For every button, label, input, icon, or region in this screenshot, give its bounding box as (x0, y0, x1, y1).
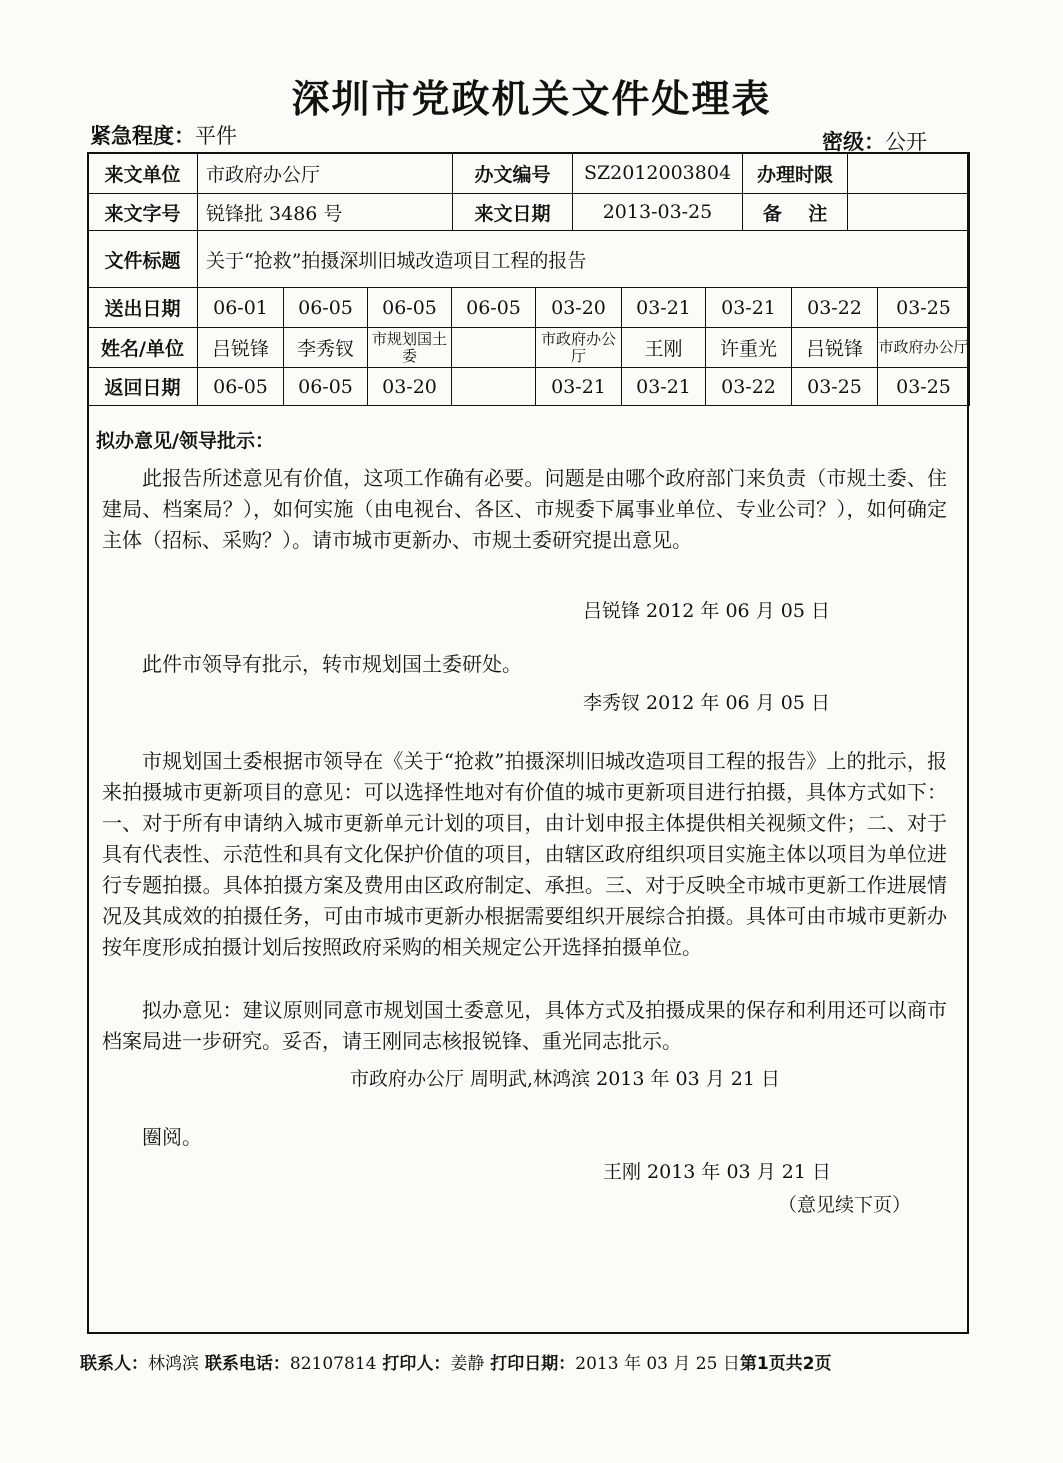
urgency-label: 紧急程度： (90, 124, 195, 148)
return-date-cell: 06-05 (284, 368, 368, 406)
page-middle: 页共 (768, 1354, 803, 1374)
name-unit-cell: 市政府办公厅 (536, 328, 622, 368)
return-date-cell: 03-21 (622, 368, 706, 406)
send-date-cell: 03-22 (792, 288, 878, 328)
urgency-value: 平件 (195, 124, 237, 148)
opinion-paragraph-5: 圈阅。 (142, 1125, 202, 1149)
remark-value (848, 194, 970, 231)
signature-2: 李秀钗 2012 年 06 月 05 日 (583, 692, 830, 714)
secrecy-value: 公开 (885, 130, 927, 154)
deadline-label: 办理时限 (743, 153, 848, 194)
send-date-cell: 03-20 (536, 288, 622, 328)
signature-4: 王刚 2013 年 03 月 21 日 (603, 1161, 831, 1183)
page-number: 1 (756, 1354, 769, 1374)
page-suffix: 页 (814, 1354, 832, 1374)
send-date-cell: 03-25 (878, 288, 970, 328)
return-date-cell: 03-25 (878, 368, 970, 406)
contact-value: 林鸿滨 (148, 1354, 199, 1374)
name-unit-cell: 市政府办公厅 (878, 328, 970, 368)
urgency-level (90, 120, 237, 150)
printer-value: 姜静 (450, 1354, 485, 1374)
return-date-label: 返回日期 (88, 368, 198, 406)
opinion-paragraph-3: 市规划国土委根据市领导在《关于“抢救”拍摄深圳旧城改造项目工程的报告》上的批示，报来拍摄城市更新项目的意见：可以选择性地对有价值的城市更新项目进行拍摄，具体方式如下：一、对于所有申请纳入城市更新单元计划的项目，由计划申报主体提供相关视频文件；二、对于具有代表性、示范性和具有文化保护价值的项目，由辖区政府组织项目实施主体以项目为单位进行专题拍摄。具体拍摄方案及费用由区政府制定、承担。三、对于反映全市城市更新工作进展情况及其成效的拍摄任务，可由市城市更新办根据需要组织开展综合拍摄。具体可由市城市更新办按年度形成拍摄计划后按照政府采购的相关规定公开选择拍摄单位。 (102, 749, 947, 959)
page-total: 2 (802, 1354, 815, 1374)
docno-label: 办文编号 (453, 153, 573, 194)
return-date-cell: 03-21 (536, 368, 622, 406)
continued-note: （意见续下页） (778, 1194, 912, 1216)
ref-value: 锐锋批 3486 号 (198, 194, 453, 231)
name-unit-cell: 吕锐锋 (792, 328, 878, 368)
sender-label: 来文单位 (88, 153, 198, 194)
name-unit-cell: 王刚 (622, 328, 706, 368)
name-unit-label: 姓名/单位 (88, 328, 198, 368)
return-date-cell (452, 368, 536, 406)
document-title: 深圳市党政机关文件处理表 (291, 77, 772, 121)
info-table (87, 152, 970, 288)
date-value: 2013-03-25 (573, 194, 743, 231)
opinion-paragraph-1: 此报告所述意见有价值，这项工作确有必要。问题是由哪个政府部门来负责（市规土委、住建局、档案局？），如何实施（由电视台、各区、市规委下属事业单位、专业公司？），如何确定主体（招标、采购？）。请市城市更新办、市规土委研究提出意见。 (102, 466, 947, 552)
routing-table (87, 287, 970, 406)
send-date-cell: 06-01 (198, 288, 284, 328)
print-date-value: 2013 年 03 月 25 日 (575, 1354, 740, 1374)
footer (80, 1349, 832, 1374)
opinion-title: 拟办意见/领导批示： (96, 430, 274, 452)
return-date-cell: 03-25 (792, 368, 878, 406)
page-prefix: 第 (739, 1354, 757, 1374)
name-unit-cell (452, 328, 536, 368)
secrecy-label: 密级： (822, 130, 885, 154)
name-unit-cell: 李秀钗 (284, 328, 368, 368)
name-unit-cell: 许重光 (706, 328, 792, 368)
print-date-label: 打印日期： (490, 1354, 576, 1374)
send-date-cell: 03-21 (622, 288, 706, 328)
name-unit-cell: 吕锐锋 (198, 328, 284, 368)
return-date-cell: 03-22 (706, 368, 792, 406)
remark-label: 备 注 (743, 194, 848, 231)
return-date-cell: 03-20 (368, 368, 452, 406)
printer-label: 打印人： (382, 1354, 451, 1374)
opinion-paragraph-2: 此件市领导有批示，转市规划国土委研处。 (142, 652, 522, 676)
phone-value: 82107814 (289, 1354, 377, 1374)
send-date-cell: 06-05 (284, 288, 368, 328)
subject-label: 文件标题 (88, 231, 198, 288)
date-label: 来文日期 (453, 194, 573, 231)
signature-1: 吕锐锋 2012 年 06 月 05 日 (583, 600, 830, 622)
opinion-paragraph-4: 拟办意见：建议原则同意市规划国土委意见，具体方式及拍摄成果的保存和利用还可以商市档案局进一步研究。妥否，请王刚同志核报锐锋、重光同志批示。 (102, 998, 947, 1053)
signature-3: 市政府办公厅 周明武,林鸿滨 2013 年 03 月 21 日 (350, 1068, 781, 1090)
send-date-cell: 06-05 (452, 288, 536, 328)
contact-label: 联系人： (80, 1354, 148, 1374)
send-date-cell: 03-21 (706, 288, 792, 328)
send-date-cell: 06-05 (368, 288, 452, 328)
return-date-cell: 06-05 (198, 368, 284, 406)
docno-value: SZ2012003804 (573, 153, 743, 194)
ref-label: 来文字号 (88, 194, 198, 231)
send-date-label: 送出日期 (88, 288, 198, 328)
sender-value: 市政府办公厅 (198, 153, 453, 194)
phone-label: 联系电话： (204, 1354, 290, 1374)
deadline-value (848, 153, 970, 194)
subject-value: 关于“抢救”拍摄深圳旧城改造项目工程的报告 (198, 231, 970, 288)
name-unit-cell: 市规划国土委 (368, 328, 452, 368)
